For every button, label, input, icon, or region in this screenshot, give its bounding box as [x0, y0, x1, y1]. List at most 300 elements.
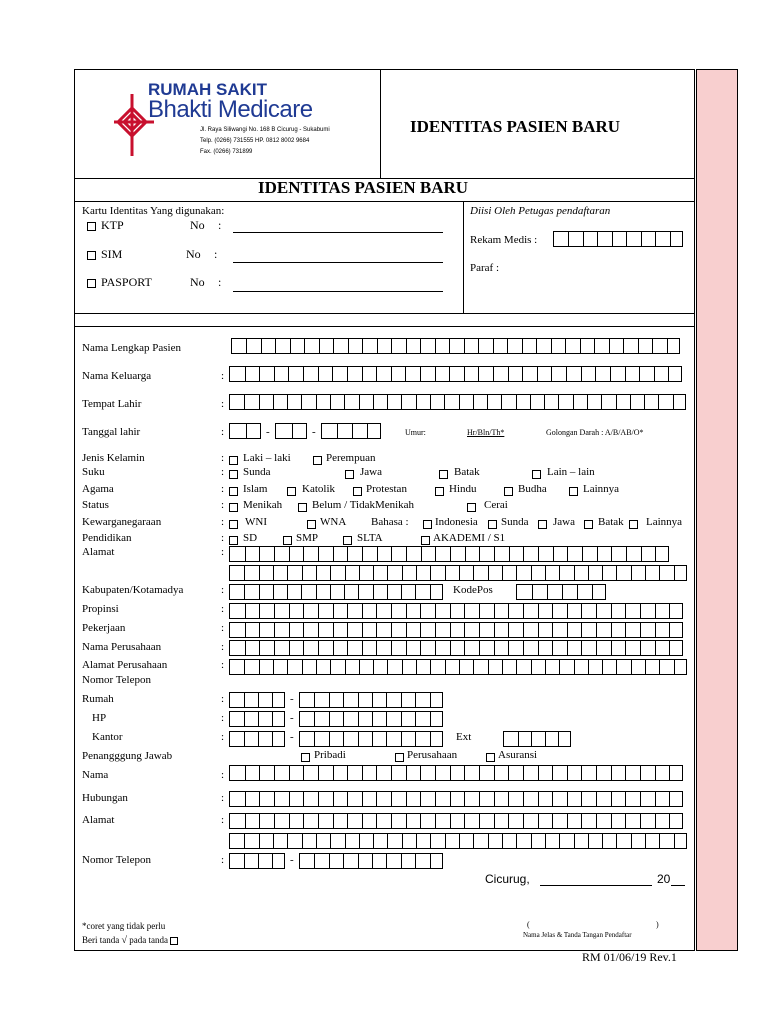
hospital-name: Bhakti Medicare — [148, 96, 313, 123]
cell-divider — [273, 566, 274, 580]
colon: : — [221, 854, 225, 866]
cell-divider — [292, 424, 293, 438]
cell-divider — [596, 604, 597, 618]
checkbox-icon — [170, 937, 178, 945]
marital-married-checkbox[interactable] — [229, 503, 238, 512]
cell-divider — [473, 395, 474, 409]
cell-divider — [287, 566, 288, 580]
cell-divider — [274, 766, 275, 780]
cell-divider — [347, 641, 348, 655]
cell-divider — [301, 585, 302, 599]
colon: : — [221, 584, 225, 596]
province-input[interactable] — [229, 603, 683, 619]
ktp-checkbox[interactable] — [87, 222, 96, 231]
cell-divider — [420, 604, 421, 618]
cell-divider — [344, 395, 345, 409]
guarantor-address-label: Alamat — [82, 814, 115, 826]
cell-divider — [625, 792, 626, 806]
guarantor-company-checkbox[interactable] — [395, 753, 404, 762]
cell-divider — [245, 367, 246, 381]
header-divider — [380, 69, 381, 179]
cell-divider — [274, 623, 275, 637]
cell-divider — [362, 604, 363, 618]
guarantor-self-label: Pribadi — [314, 749, 346, 761]
postcode-input[interactable] — [516, 584, 606, 600]
cell-divider — [362, 641, 363, 655]
cell-divider — [464, 641, 465, 655]
cell-divider — [611, 814, 612, 828]
education-smp-label: SMP — [296, 532, 319, 544]
cell-divider — [581, 792, 582, 806]
birth-place-input[interactable] — [229, 394, 686, 410]
language-sunda-checkbox[interactable] — [488, 520, 497, 529]
cell-divider — [450, 814, 451, 828]
cell-divider — [303, 547, 304, 561]
cell-divider — [318, 792, 319, 806]
birth-year-input[interactable] — [321, 423, 381, 439]
cell-divider — [316, 566, 317, 580]
guarantor-self-checkbox[interactable] — [301, 753, 310, 762]
job-input[interactable] — [229, 622, 683, 638]
religion-other-checkbox[interactable] — [569, 487, 578, 496]
cell-divider — [640, 792, 641, 806]
cell-divider — [416, 834, 417, 848]
citizenship-wna-checkbox[interactable] — [307, 520, 316, 529]
signing-date-field[interactable] — [540, 885, 652, 886]
cell-divider — [258, 712, 259, 726]
cell-divider — [303, 641, 304, 655]
religion-islam-checkbox[interactable] — [229, 487, 238, 496]
guarantor-insurance-label: Asuransi — [498, 749, 538, 761]
cell-divider — [459, 566, 460, 580]
cell-divider — [330, 834, 331, 848]
colon: : — [221, 622, 225, 634]
language-batak-checkbox[interactable] — [584, 520, 593, 529]
cell-divider — [373, 566, 374, 580]
ktp-number-field[interactable] — [233, 232, 443, 233]
cell-divider — [630, 395, 631, 409]
mobile-number-input[interactable] — [299, 711, 443, 727]
home-phone-area-input[interactable] — [229, 692, 285, 708]
cell-divider — [669, 766, 670, 780]
birth-day-input[interactable] — [229, 423, 261, 439]
cell-divider — [358, 854, 359, 868]
cell-divider — [274, 367, 275, 381]
cell-divider — [391, 339, 392, 353]
cell-divider — [552, 766, 553, 780]
cell-divider — [494, 814, 495, 828]
cell-divider — [372, 693, 373, 707]
company-address-input[interactable] — [229, 659, 687, 675]
sim-number-field[interactable] — [233, 262, 443, 263]
cell-divider — [386, 854, 387, 868]
cell-divider — [259, 623, 260, 637]
cell-divider — [611, 792, 612, 806]
cell-divider — [567, 604, 568, 618]
cell-divider — [558, 395, 559, 409]
sim-colon: : — [214, 247, 218, 261]
cell-divider — [538, 792, 539, 806]
guarantor-phone-area-input[interactable] — [229, 853, 285, 869]
cell-divider — [347, 766, 348, 780]
cell-divider — [544, 395, 545, 409]
cell-divider — [494, 792, 495, 806]
medical-record-field[interactable] — [553, 231, 683, 247]
medical-record-label: Rekam Medis : — [470, 234, 538, 246]
cell-divider — [638, 339, 639, 353]
gender-label: Jenis Kelamin — [82, 452, 145, 464]
marital-divorced-checkbox[interactable] — [467, 503, 476, 512]
ext-label: Ext — [456, 731, 472, 743]
city-input[interactable] — [229, 584, 443, 600]
cell-divider — [391, 766, 392, 780]
birth-month-input[interactable] — [275, 423, 307, 439]
company-label: Nama Perusahaan — [82, 641, 162, 653]
cell-divider — [373, 834, 374, 848]
cell-divider — [644, 395, 645, 409]
cell-divider — [641, 547, 642, 561]
religion-protestan-label: Protestan — [366, 483, 407, 495]
ethnicity-sunda-checkbox[interactable] — [229, 470, 238, 479]
signature-close: ) — [656, 920, 659, 929]
cell-divider — [435, 367, 436, 381]
cell-divider — [449, 367, 450, 381]
cell-divider — [631, 566, 632, 580]
colon: : — [221, 659, 225, 671]
cell-divider — [473, 566, 474, 580]
dash: - — [266, 426, 270, 438]
cell-divider — [377, 547, 378, 561]
cell-divider — [508, 604, 509, 618]
office-phone-label: Kantor — [92, 731, 123, 743]
cell-divider — [479, 604, 480, 618]
cell-divider — [333, 339, 334, 353]
blood-type-label: Golongan Darah : A/B/AB/O* — [546, 428, 644, 437]
cell-divider — [273, 834, 274, 848]
cell-divider — [333, 604, 334, 618]
cell-divider — [272, 854, 273, 868]
cell-divider — [450, 641, 451, 655]
cell-divider — [367, 424, 368, 438]
cell-divider — [273, 395, 274, 409]
city-label: Kabupaten/Kotamadya — [82, 584, 184, 596]
cell-divider — [330, 585, 331, 599]
cell-divider — [259, 367, 260, 381]
dash: - — [290, 854, 294, 866]
cell-divider — [623, 339, 624, 353]
cell-divider — [508, 367, 509, 381]
cell-divider — [669, 604, 670, 618]
guarantor-insurance-checkbox[interactable] — [486, 753, 495, 762]
guarantor-company-label: Perusahaan — [407, 749, 458, 761]
cell-divider — [435, 547, 436, 561]
passport-no-label: No — [190, 275, 205, 289]
cell-divider — [596, 814, 597, 828]
cell-divider — [450, 623, 451, 637]
cell-divider — [611, 604, 612, 618]
cell-divider — [562, 585, 563, 599]
religion-katolik-checkbox[interactable] — [287, 487, 296, 496]
cell-divider — [493, 367, 494, 381]
company-input[interactable] — [229, 640, 683, 656]
footnote-strikeout: *coret yang tidak perlu — [82, 921, 166, 931]
colon: : — [221, 712, 225, 724]
citizenship-wni-label: WNI — [245, 516, 267, 528]
cell-divider — [641, 232, 642, 246]
cell-divider — [406, 641, 407, 655]
guarantor-phone-number-input[interactable] — [299, 853, 443, 869]
gender-female-checkbox[interactable] — [313, 456, 322, 465]
cell-divider — [602, 660, 603, 674]
address-input-line1[interactable] — [229, 546, 669, 562]
colon: : — [221, 483, 225, 495]
colon: : — [221, 603, 225, 615]
language-other-checkbox[interactable] — [629, 520, 638, 529]
cell-divider — [420, 792, 421, 806]
cell-divider — [559, 660, 560, 674]
cell-divider — [596, 792, 597, 806]
signing-year-field[interactable] — [671, 885, 685, 886]
guarantor-address-input-line2[interactable] — [229, 833, 687, 849]
cell-divider — [415, 854, 416, 868]
cell-divider — [581, 766, 582, 780]
cell-divider — [373, 660, 374, 674]
cell-divider — [415, 585, 416, 599]
cell-divider — [435, 339, 436, 353]
cell-divider — [259, 834, 260, 848]
education-academy-checkbox[interactable] — [421, 536, 430, 545]
cell-divider — [258, 732, 259, 746]
cell-divider — [430, 712, 431, 726]
cell-divider — [420, 367, 421, 381]
page-title: IDENTITAS PASIEN BARU — [410, 117, 621, 136]
cell-divider — [347, 367, 348, 381]
cell-divider — [464, 814, 465, 828]
mobile-prefix-input[interactable] — [229, 711, 285, 727]
education-smp-checkbox[interactable] — [283, 536, 292, 545]
cell-divider — [594, 339, 595, 353]
cell-divider — [362, 623, 363, 637]
side-color-strip — [696, 69, 738, 951]
cell-divider — [516, 395, 517, 409]
cell-divider — [582, 547, 583, 561]
marital-single-checkbox[interactable] — [298, 503, 307, 512]
office-ext-input[interactable] — [503, 731, 571, 747]
cell-divider — [259, 641, 260, 655]
marital-married-label: Menikah — [243, 499, 283, 511]
cell-divider — [259, 660, 260, 674]
citizenship-wni-checkbox[interactable] — [229, 520, 238, 529]
marital-label: Status — [82, 499, 109, 511]
cell-divider — [559, 566, 560, 580]
religion-islam-label: Islam — [243, 483, 268, 495]
education-sd-checkbox[interactable] — [229, 536, 238, 545]
birth-date-label: Tanggal lahir — [82, 426, 141, 438]
hospital-fax: Fax. (0266) 731899 — [200, 149, 253, 155]
cell-divider — [464, 339, 465, 353]
cell-divider — [333, 641, 334, 655]
address-input-line2[interactable] — [229, 565, 687, 581]
cell-divider — [494, 547, 495, 561]
guarantor-address-input-line1[interactable] — [229, 813, 683, 829]
gender-male-label: Laki – laki — [243, 452, 291, 464]
religion-hindu-checkbox[interactable] — [435, 487, 444, 496]
office-phone-area-input[interactable] — [229, 731, 285, 747]
cell-divider — [246, 339, 247, 353]
cell-divider — [319, 339, 320, 353]
cell-divider — [302, 834, 303, 848]
home-phone-number-input[interactable] — [299, 692, 443, 708]
family-name-input[interactable] — [229, 366, 682, 382]
cell-divider — [244, 834, 245, 848]
cell-divider — [611, 766, 612, 780]
cell-divider — [359, 395, 360, 409]
cell-divider — [631, 660, 632, 674]
cell-divider — [402, 660, 403, 674]
cell-divider — [507, 339, 508, 353]
job-label: Pekerjaan — [82, 622, 126, 634]
cell-divider — [645, 834, 646, 848]
colon: : — [221, 792, 225, 804]
religion-budha-checkbox[interactable] — [504, 487, 513, 496]
cell-divider — [655, 547, 656, 561]
cell-divider — [516, 660, 517, 674]
cell-divider — [551, 367, 552, 381]
cell-divider — [574, 566, 575, 580]
cell-divider — [420, 814, 421, 828]
cell-divider — [478, 339, 479, 353]
dash: - — [290, 731, 294, 743]
education-slta-checkbox[interactable] — [343, 536, 352, 545]
cell-divider — [674, 834, 675, 848]
cell-divider — [581, 623, 582, 637]
cell-divider — [596, 623, 597, 637]
cell-divider — [406, 623, 407, 637]
gender-male-checkbox[interactable] — [229, 456, 238, 465]
cell-divider — [640, 814, 641, 828]
cell-divider — [387, 585, 388, 599]
language-jawa-label: Jawa — [553, 516, 575, 528]
cell-divider — [479, 547, 480, 561]
cell-divider — [465, 547, 466, 561]
cell-divider — [406, 766, 407, 780]
cell-divider — [376, 641, 377, 655]
cell-divider — [611, 547, 612, 561]
cell-divider — [245, 547, 246, 561]
cell-divider — [587, 395, 588, 409]
cell-divider — [552, 641, 553, 655]
cell-divider — [669, 641, 670, 655]
cell-divider — [523, 641, 524, 655]
dash: - — [312, 426, 316, 438]
cell-divider — [445, 566, 446, 580]
cell-divider — [577, 585, 578, 599]
cell-divider — [391, 623, 392, 637]
cell-divider — [406, 792, 407, 806]
ethnicity-other-checkbox[interactable] — [532, 470, 541, 479]
cell-divider — [329, 854, 330, 868]
office-phone-number-input[interactable] — [299, 731, 443, 747]
cell-divider — [289, 604, 290, 618]
cell-divider — [259, 547, 260, 561]
ethnicity-batak-checkbox[interactable] — [439, 470, 448, 479]
dash: - — [290, 712, 294, 724]
cell-divider — [386, 712, 387, 726]
hospital-line1: RUMAH SAKIT — [148, 80, 267, 99]
ethnicity-jawa-checkbox[interactable] — [345, 470, 354, 479]
full-name-input[interactable] — [231, 338, 680, 354]
postcode-label: KodePos — [453, 584, 493, 596]
cell-divider — [640, 766, 641, 780]
cell-divider — [359, 834, 360, 848]
cell-divider — [301, 395, 302, 409]
sim-checkbox[interactable] — [87, 251, 96, 260]
cell-divider — [347, 814, 348, 828]
passport-number-field[interactable] — [233, 291, 443, 292]
cell-divider — [464, 367, 465, 381]
cell-divider — [667, 339, 668, 353]
cell-divider — [416, 566, 417, 580]
officer-heading: Diisi Oleh Petugas pendaftaran — [470, 205, 611, 217]
home-phone-label: Rumah — [82, 693, 114, 705]
cell-divider — [531, 834, 532, 848]
colon: : — [221, 693, 225, 705]
cell-divider — [612, 232, 613, 246]
cell-divider — [645, 566, 646, 580]
age-label: Umur: — [405, 428, 426, 437]
ktp-colon: : — [218, 218, 222, 232]
cell-divider — [609, 339, 610, 353]
cell-divider — [302, 566, 303, 580]
cell-divider — [573, 395, 574, 409]
cell-divider — [258, 854, 259, 868]
cell-divider — [287, 395, 288, 409]
cell-divider — [347, 792, 348, 806]
colon: : — [221, 499, 225, 511]
cell-divider — [345, 660, 346, 674]
cell-divider — [290, 339, 291, 353]
citizenship-wna-label: WNA — [320, 516, 347, 528]
cell-divider — [459, 834, 460, 848]
cell-divider — [245, 766, 246, 780]
cell-divider — [501, 395, 502, 409]
cell-divider — [391, 814, 392, 828]
language-indonesia-checkbox[interactable] — [423, 520, 432, 529]
passport-checkbox[interactable] — [87, 279, 96, 288]
cell-divider — [420, 641, 421, 655]
guarantor-name-input[interactable] — [229, 765, 683, 781]
education-sd-label: SD — [243, 532, 258, 544]
cell-divider — [272, 732, 273, 746]
cell-divider — [654, 367, 655, 381]
cell-divider — [272, 693, 273, 707]
cell-divider — [488, 660, 489, 674]
divider — [74, 313, 695, 314]
cell-divider — [318, 641, 319, 655]
cell-divider — [464, 792, 465, 806]
cell-divider — [287, 660, 288, 674]
relation-input[interactable] — [229, 791, 683, 807]
cell-divider — [415, 732, 416, 746]
language-jawa-checkbox[interactable] — [538, 520, 547, 529]
cell-divider — [359, 566, 360, 580]
religion-protestan-checkbox[interactable] — [353, 487, 362, 496]
cell-divider — [362, 339, 363, 353]
divider — [74, 326, 695, 327]
cell-divider — [669, 814, 670, 828]
language-batak-label: Batak — [598, 516, 624, 528]
colon: : — [221, 398, 225, 410]
